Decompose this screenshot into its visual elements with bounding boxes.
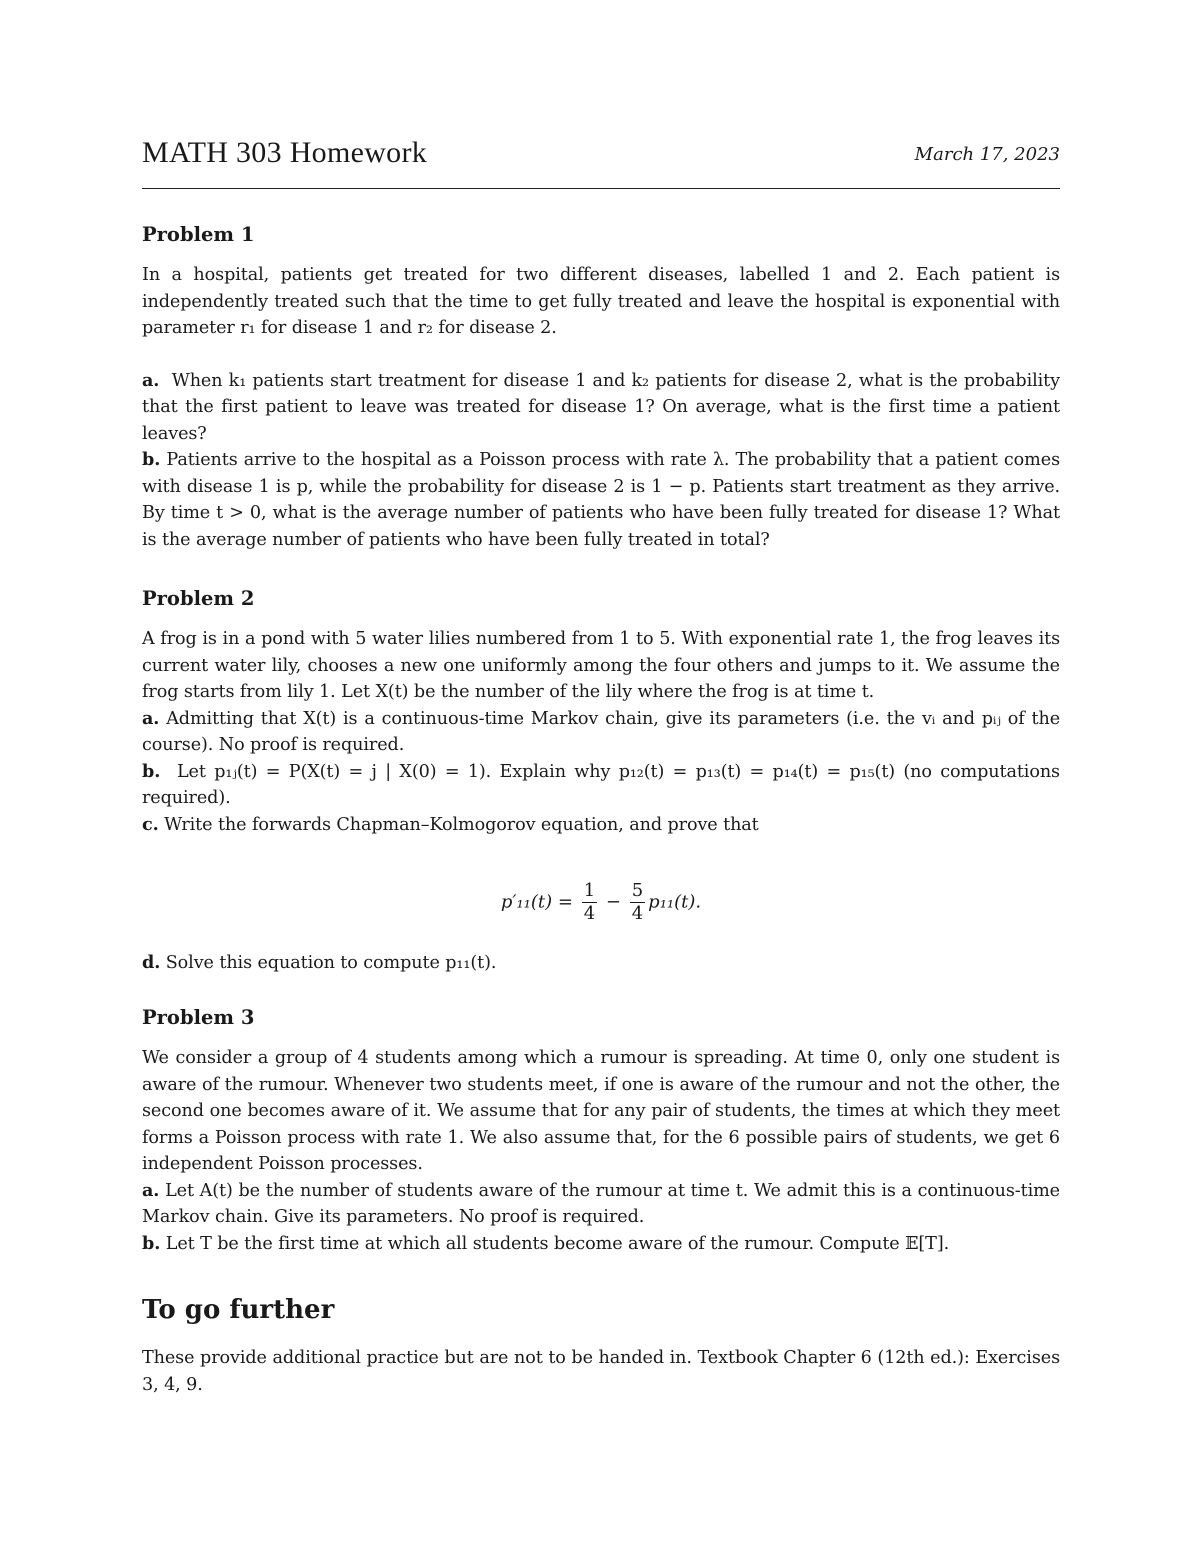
part-label: b.	[142, 760, 161, 782]
document-header	[142, 136, 1060, 176]
part-text: Let A(t) be the number of students aware of the rumour at time t. We admit this is a continuous-time Markov chain. Give its parameters. No proof is required.	[142, 1180, 1060, 1227]
problem-1-part-a	[142, 368, 1060, 448]
problem-2-part-b	[142, 759, 1060, 812]
part-text: Let p₁ⱼ(t) = P(X(t) = j | X(0) = 1). Explain why p₁₂(t) = p₁₃(t) = p₁₄(t) = p₁₅(t) (no computations required).	[142, 761, 1060, 808]
part-text: Write the forwards Chapman–Kolmogorov equation, and prove that	[164, 814, 759, 835]
problem-2-part-d	[142, 950, 1060, 977]
part-label: a.	[142, 1179, 160, 1201]
problem-2	[142, 586, 1060, 838]
problem-3-heading: Problem 3	[142, 1006, 255, 1029]
part-label: a.	[142, 369, 160, 391]
part-text: Admitting that X(t) is a continuous-time Markov chain, give its parameters (i.e. the vᵢ and pᵢⱼ of the course). No proof is required.	[142, 708, 1061, 755]
problem-2-part-c	[142, 812, 1060, 839]
fraction-denominator: 4	[583, 903, 596, 924]
part-text: Solve this equation to compute p₁₁(t).	[165, 953, 497, 973]
problem-3-part-b	[142, 1231, 1060, 1258]
part-text: Patients arrive to the hospital as a Poisson process with rate λ. The probability that a patient comes with disease 1 is p, while the probability for disease 2 is 1 − p. Patients start treatment as they arrive. By time t > 0, what is the average number of patients who have been fully treated for disease 1? What is the average number of patients who have been fully treated in total?	[142, 450, 1060, 550]
fraction-one-quarter	[582, 880, 597, 925]
fraction-denominator: 4	[631, 903, 644, 924]
equation-lhs: p′₁₁(t) =	[500, 891, 573, 913]
equation-minus: −	[605, 891, 621, 913]
problem-2-heading: Problem 2	[142, 587, 255, 610]
fraction-numerator: 5	[631, 880, 644, 901]
document-title: MATH 303 Homework	[142, 136, 428, 169]
document-date: March 17, 2023	[914, 144, 1060, 165]
problem-3-intro: We consider a group of 4 students among which a rumour is spreading. At time 0, only one student is aware of the rumour. Whenever two students meet, if one is aware of the rumour and not the other, the second one becomes aware of it. We assume that for any pair of students, the times at which they meet forms a Poisson process with rate 1. We also assume that, for the 6 possible pairs of students, we get 6 independent Poisson processes.	[142, 1048, 1060, 1174]
problem-1-part-b	[142, 447, 1060, 553]
part-text: When k₁ patients start treatment for disease 1 and k₂ patients for disease 2, what is the probability that the first patient to leave was treated for disease 1? On average, what is the first time a patient leaves?	[142, 370, 1060, 444]
to-go-further-text: These provide additional practice but are not to be handed in. Textbook Chapter 6 (12th ed.): Exercises 3, 4, 9.	[142, 1348, 1060, 1395]
part-label: b.	[142, 449, 161, 470]
header-rule	[142, 188, 1060, 189]
problem-3-part-a	[142, 1178, 1060, 1231]
problem-2-intro: A frog is in a pond with 5 water lilies numbered from 1 to 5. With exponential rate 1, the frog leaves its current water lily, chooses a new one uniformly among the four others and jumps to it. We assume the frog starts from lily 1. Let X(t) be the number of the lily where the frog is at time t.	[142, 629, 1060, 702]
problem-3	[142, 1005, 1060, 1257]
fraction-numerator: 1	[583, 880, 596, 901]
problem-1-intro: In a hospital, patients get treated for two different diseases, labelled 1 and 2. Each patient is independently treated such that the time to get fully treated and leave the hospital is exponential with parameter r₁ for disease 1 and r₂ for disease 2.	[142, 265, 1060, 338]
part-label: d.	[142, 952, 161, 973]
part-label: c.	[142, 813, 159, 835]
chapman-kolmogorov-equation	[142, 880, 1060, 925]
to-go-further	[142, 1293, 1060, 1398]
part-label: a.	[142, 707, 160, 729]
to-go-further-heading: To go further	[142, 1295, 335, 1325]
problem-1-heading: Problem 1	[142, 223, 255, 246]
part-text: Let T be the first time at which all students become aware of the rumour. Compute 𝔼[T].	[165, 1233, 950, 1254]
part-label: b.	[142, 1232, 161, 1254]
problem-1	[142, 222, 1060, 553]
fraction-five-quarters	[630, 880, 645, 925]
equation-tail: p₁₁(t).	[648, 891, 702, 913]
problem-2-part-a	[142, 706, 1060, 759]
problem-2-part-d-block	[142, 950, 1060, 977]
